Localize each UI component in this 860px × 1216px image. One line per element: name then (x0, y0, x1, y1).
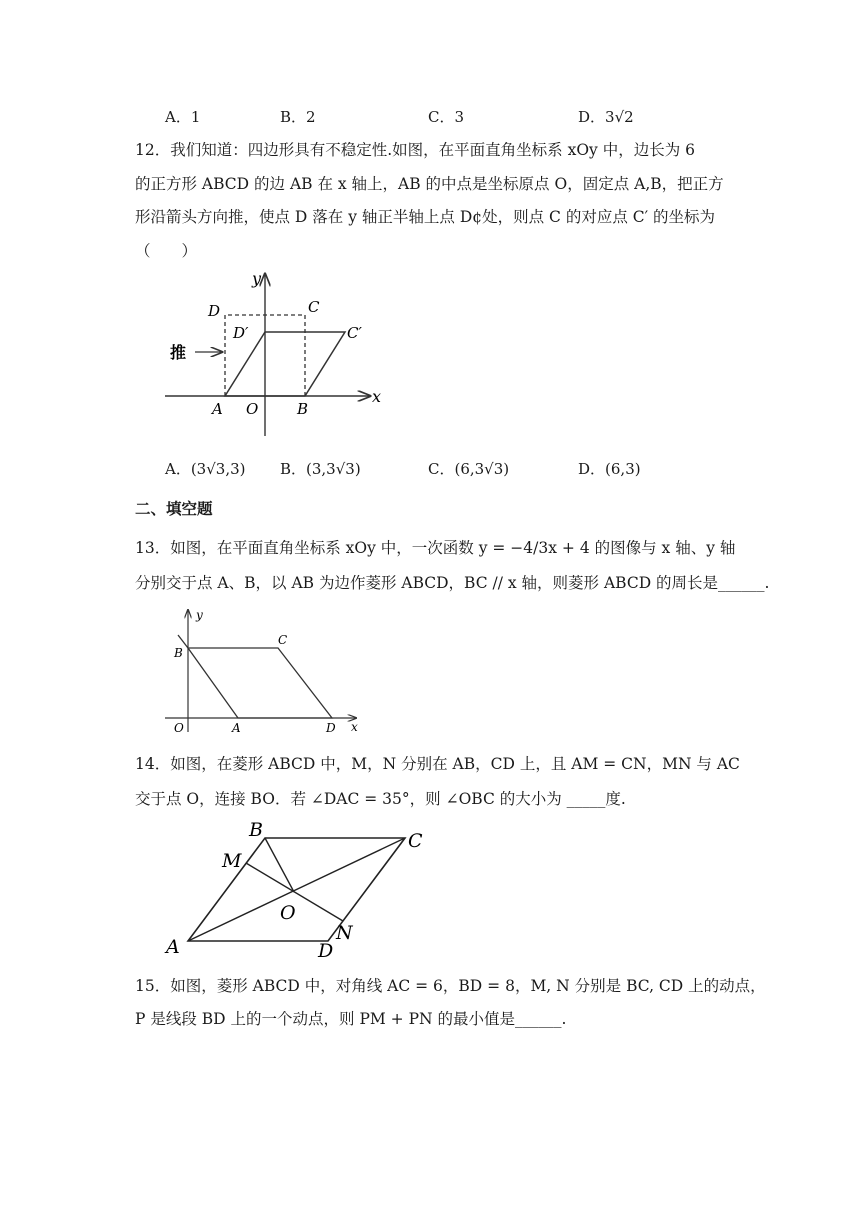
q12-label-C: C (308, 298, 320, 316)
section-heading-fill-in: 二、填空题 (135, 500, 213, 518)
q13-text-line-2: 分别交于点 A、B，以 AB 为边作菱形 ABCD，BC // x 轴，则菱形 ABCD 的周长是______. (135, 574, 770, 592)
q12-option-d: D．(6,3) (578, 460, 641, 478)
q14-segment-bo (265, 838, 294, 892)
q14-label-A: A (166, 936, 180, 958)
q13-label-B: B (174, 646, 183, 660)
q14-figure (160, 815, 430, 960)
q14-diagonal-ac (188, 838, 405, 941)
q13-label-C: C (278, 633, 288, 647)
q13-figure (160, 604, 370, 739)
q12-figure (160, 268, 390, 440)
q14-label-B: B (249, 819, 263, 841)
q12-label-A: A (212, 400, 223, 418)
q14-label-D: D (318, 940, 334, 960)
q12-label-push: 推 (170, 343, 187, 362)
q11-option-a: A．1 (165, 108, 201, 126)
q12-label-D: D (208, 302, 221, 320)
q11-option-c: C．3 (428, 108, 465, 126)
q12-label-D-prime: D′ (233, 324, 249, 342)
q13-text-line-1: 13．如图，在平面直角坐标系 xOy 中，一次函数 y = −4/3x + 4 的图像与 x 轴、y 轴 (135, 539, 736, 557)
q14-label-M: M (222, 850, 242, 872)
q12-text-line-4: （ ） (135, 242, 198, 260)
q12-option-a: A．(3√3,3) (165, 460, 246, 478)
q14-label-C: C (408, 830, 423, 852)
q15-text-line-1: 15．如图，菱形 ABCD 中，对角线 AC = 6，BD = 8，M, N 分别是 BC, CD 上的动点， (135, 977, 766, 995)
q15-text-line-2: P 是线段 BD 上的一个动点，则 PM + PN 的最小值是______. (135, 1010, 567, 1028)
q12-text-line-2: 的正方形 ABCD 的边 AB 在 x 轴上，AB 的中点是坐标原点 O，固定点 A,B，把正方 (135, 175, 724, 193)
q11-option-d: D．3√2 (578, 108, 634, 126)
q14-text-line-2: 交于点 O，连接 BO．若 ∠DAC = 35°，则 ∠OBC 的大小为 _____度. (135, 790, 626, 808)
q12-options (165, 458, 765, 482)
q13-label-y: y (196, 608, 203, 622)
q13-label-x: x (351, 720, 358, 734)
q12-label-x: x (372, 387, 382, 406)
q12-label-B: B (297, 400, 309, 418)
q13-label-A: A (232, 721, 241, 735)
q11-option-b: B．2 (280, 108, 316, 126)
q12-option-b: B．(3,3√3) (280, 460, 361, 478)
q14-label-O: O (280, 902, 296, 924)
q12-option-c: C．(6,3√3) (428, 460, 510, 478)
q14-label-N: N (336, 922, 353, 944)
q13-label-D: D (326, 721, 336, 735)
q14-text-line-1: 14．如图，在菱形 ABCD 中，M，N 分别在 AB，CD 上，且 AM = CN，MN 与 AC (135, 755, 740, 773)
q12-label-y: y (252, 269, 262, 288)
q11-options (165, 106, 765, 130)
q12-label-O: O (246, 400, 259, 418)
q12-text-line-1: 12．我们知道：四边形具有不稳定性.如图，在平面直角坐标系 xOy 中，边长为 6 (135, 141, 696, 159)
q12-text-line-3: 形沿箭头方向推，使点 D 落在 y 轴正半轴上点 D¢处，则点 C 的对应点 C′ 的坐标为 (135, 208, 716, 226)
q12-label-C-prime: C′ (347, 324, 362, 342)
q13-label-O: O (174, 721, 184, 735)
q13-rhombus (188, 648, 332, 718)
